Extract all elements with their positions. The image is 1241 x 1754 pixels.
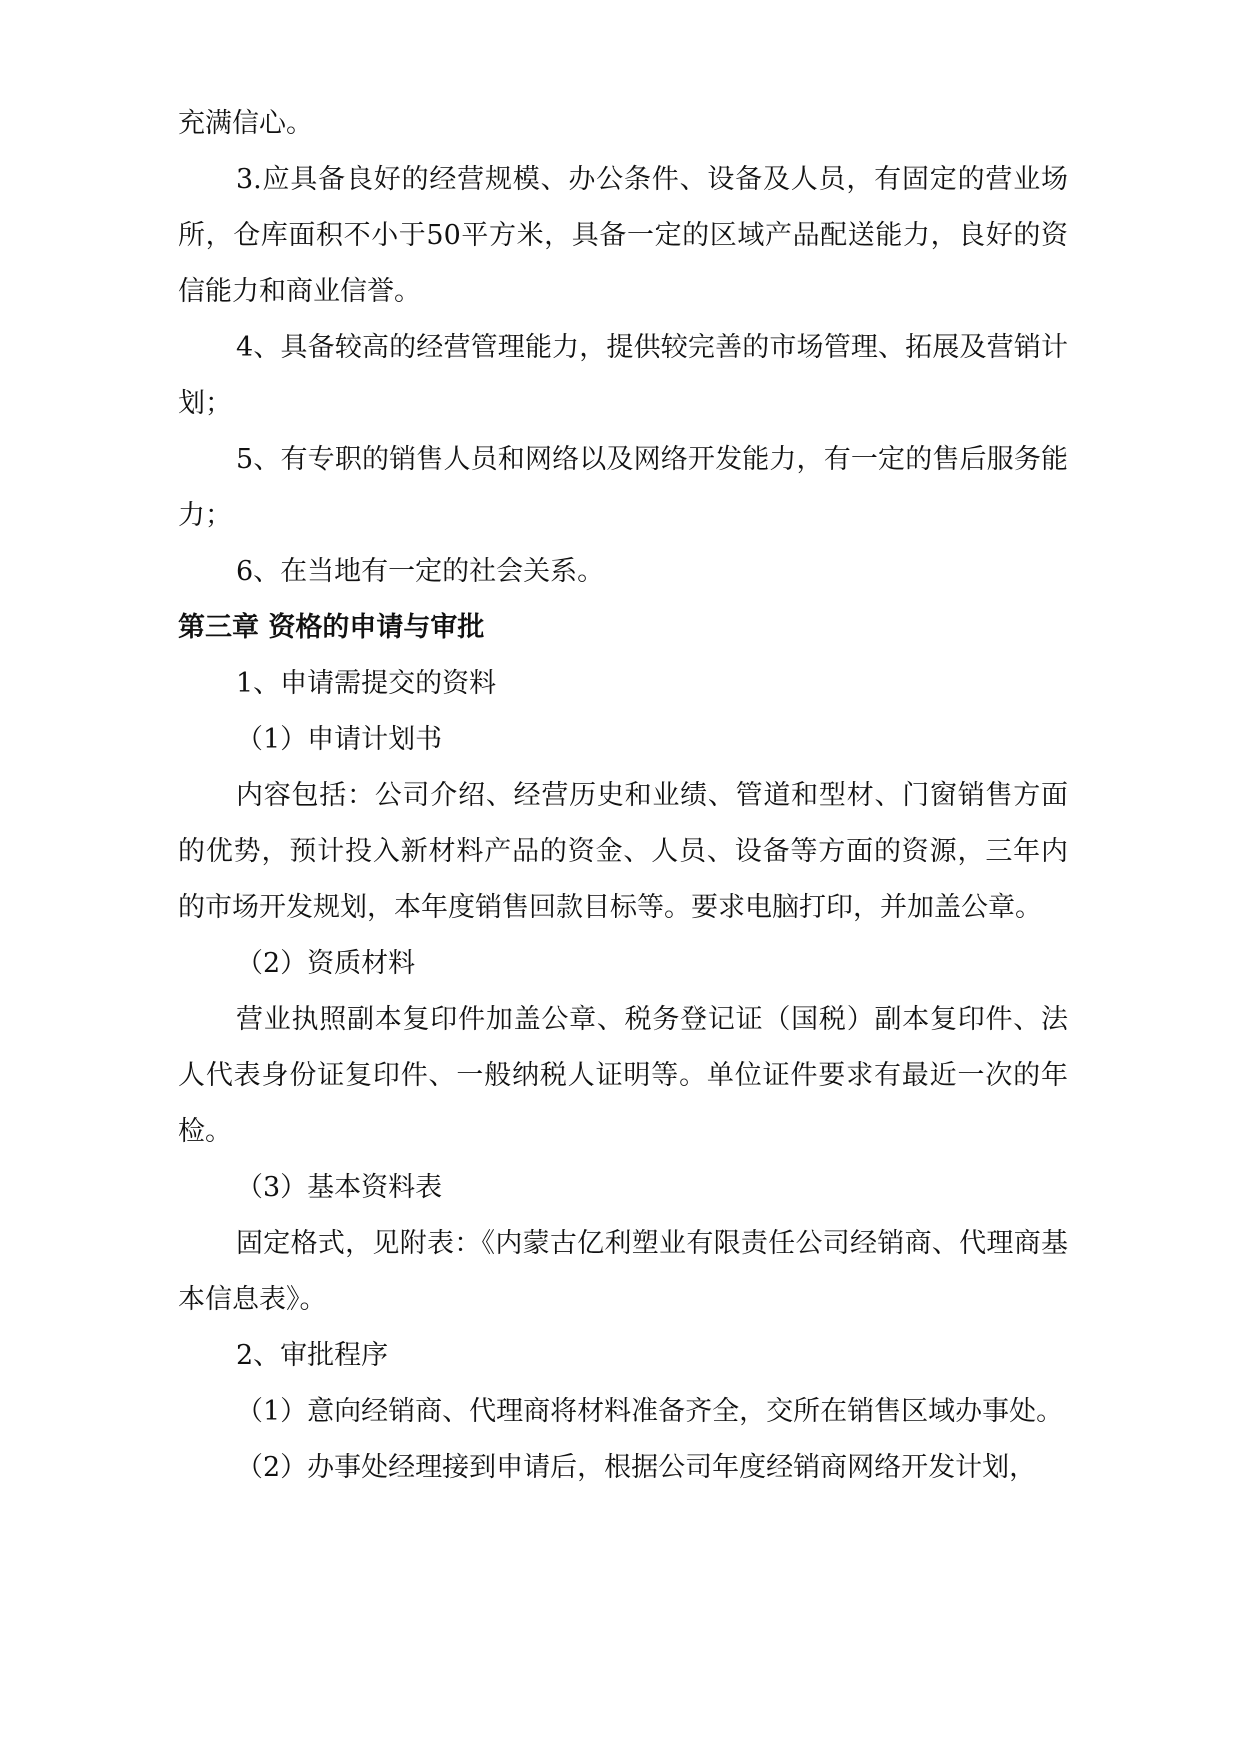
paragraph-approval-2: （2）办事处经理接到申请后，根据公司年度经销商网络开发计划， <box>236 1452 1037 1483</box>
paragraph-basic-form: 固定格式，见附表：《内蒙古亿利塑业有限责任公司经销商、代理商基本信息表》。 <box>178 1228 1068 1315</box>
document-body <box>178 96 1068 1496</box>
paragraph-item-3: 3.应具备良好的经营规模、办公条件、设备及人员，有固定的营业场所，仓库面积不小于50平方米，具备一定的区域产品配送能力，良好的资信能力和商业信誉。 <box>178 164 1068 307</box>
paragraph-item-4: 4、具备较高的经营管理能力，提供较完善的市场管理、拓展及营销计划； <box>178 332 1068 419</box>
paragraph-plan-content: 内容包括：公司介绍、经营历史和业绩、管道和型材、门窗销售方面的优势，预计投入新材料产品的资金、人员、设备等方面的资源，三年内的市场开发规划，本年度销售回款目标等。要求电脑打印，并加盖公章。 <box>178 780 1068 923</box>
subsection-heading-2: （2）资质材料 <box>236 948 416 979</box>
section-heading-1: 1、申请需提交的资料 <box>236 668 497 699</box>
paragraph-qualification: 营业执照副本复印件加盖公章、税务登记证（国税）副本复印件、法人代表身份证复印件、一般纳税人证明等。单位证件要求有最近一次的年检。 <box>178 1004 1068 1147</box>
paragraph-item-5: 5、有专职的销售人员和网络以及网络开发能力，有一定的售后服务能力； <box>178 444 1068 531</box>
section-heading-2: 2、审批程序 <box>236 1340 389 1371</box>
subsection-heading-3: （3）基本资料表 <box>236 1172 443 1203</box>
paragraph-approval-1: （1）意向经销商、代理商将材料准备齐全，交所在销售区域办事处。 <box>236 1396 1064 1427</box>
chapter-heading: 第三章 资格的申请与审批 <box>178 612 485 643</box>
paragraph-continuation: 充满信心。 <box>178 108 313 139</box>
subsection-heading-1: （1）申请计划书 <box>236 724 443 755</box>
paragraph-item-6: 6、在当地有一定的社会关系。 <box>236 556 605 587</box>
